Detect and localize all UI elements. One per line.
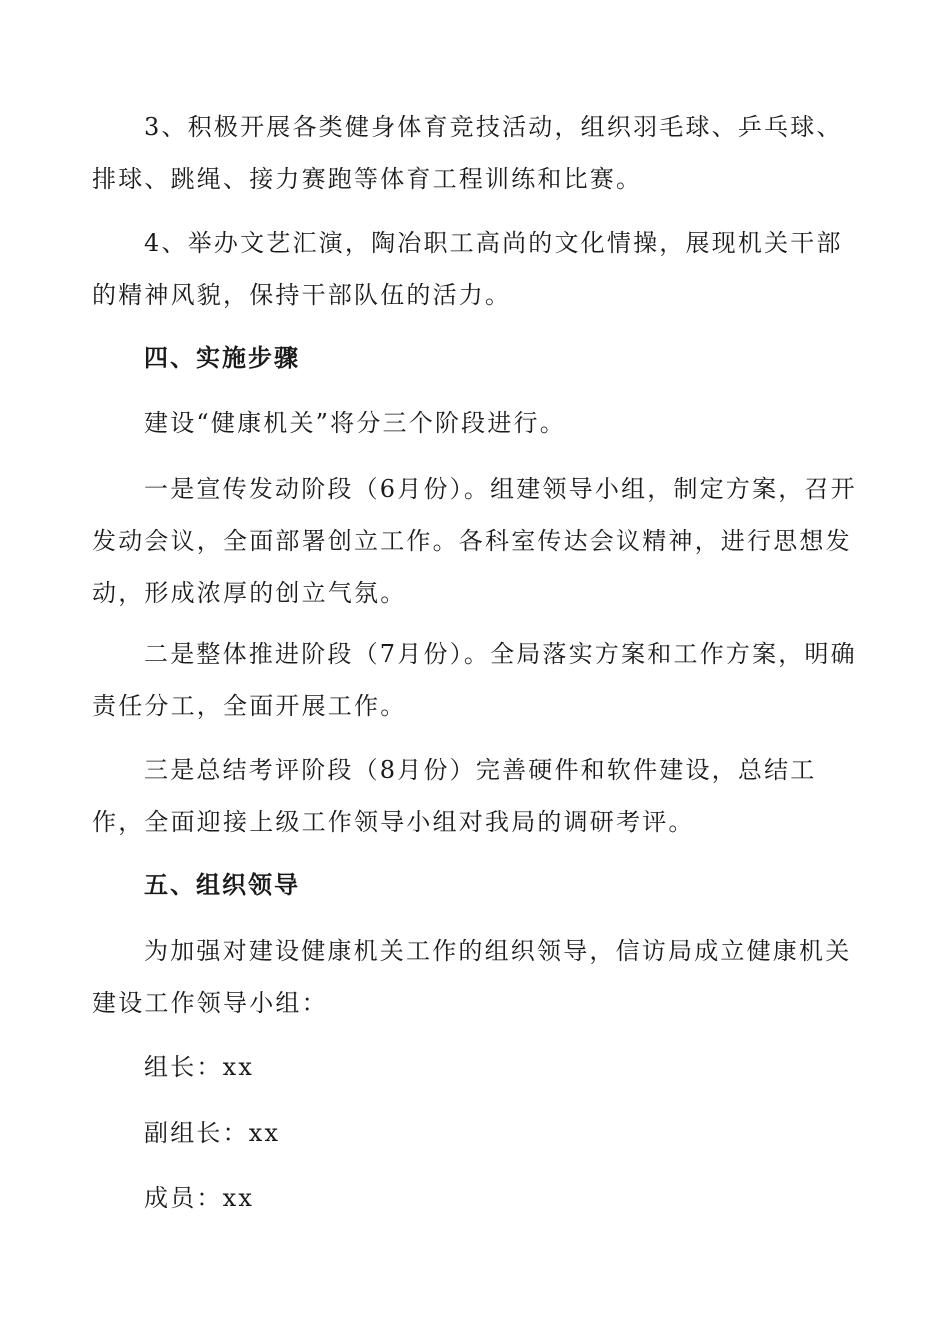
section-heading-organization: 五、组织领导 (144, 871, 300, 899)
paragraph-stage-1: 一是宣传发动阶段（6月份）。组建领导小组，制定方案，召开发动会议，全面部署创立工作。各科室传达会议精神，进行思想发动，形成浓厚的创立气氛。 (92, 475, 857, 607)
paragraph-org-intro: 为加强对建设健康机关工作的组织领导，信访局成立健康机关建设工作领导小组： (92, 937, 852, 1017)
leader-line: 组长：xx (144, 1053, 255, 1081)
members-line: 成员：xx (144, 1184, 255, 1212)
paragraph-intro: 建设“健康机关”将分三个阶段进行。 (144, 409, 566, 437)
paragraph-stage-3: 三是总结考评阶段（8月份）完善硬件和软件建设，总结工作，全面迎接上级工作领导小组对我局的调研考评。 (92, 756, 817, 836)
deputy-leader-line: 副组长：xx (144, 1119, 281, 1147)
paragraph-item-3: 3、积极开展各类健身体育竞技活动，组织羽毛球、乒乓球、排球、跳绳、接力赛跑等体育工程训练和比赛。 (92, 113, 843, 193)
paragraph-item-4: 4、举办文艺汇演，陶冶职工高尚的文化情操，展现机关干部的精神风貌，保持干部队伍的活力。 (92, 229, 843, 309)
section-heading-implementation-steps: 四、实施步骤 (144, 344, 300, 372)
paragraph-stage-2: 二是整体推进阶段（7月份）。全局落实方案和工作方案，明确责任分工，全面开展工作。 (92, 640, 857, 720)
